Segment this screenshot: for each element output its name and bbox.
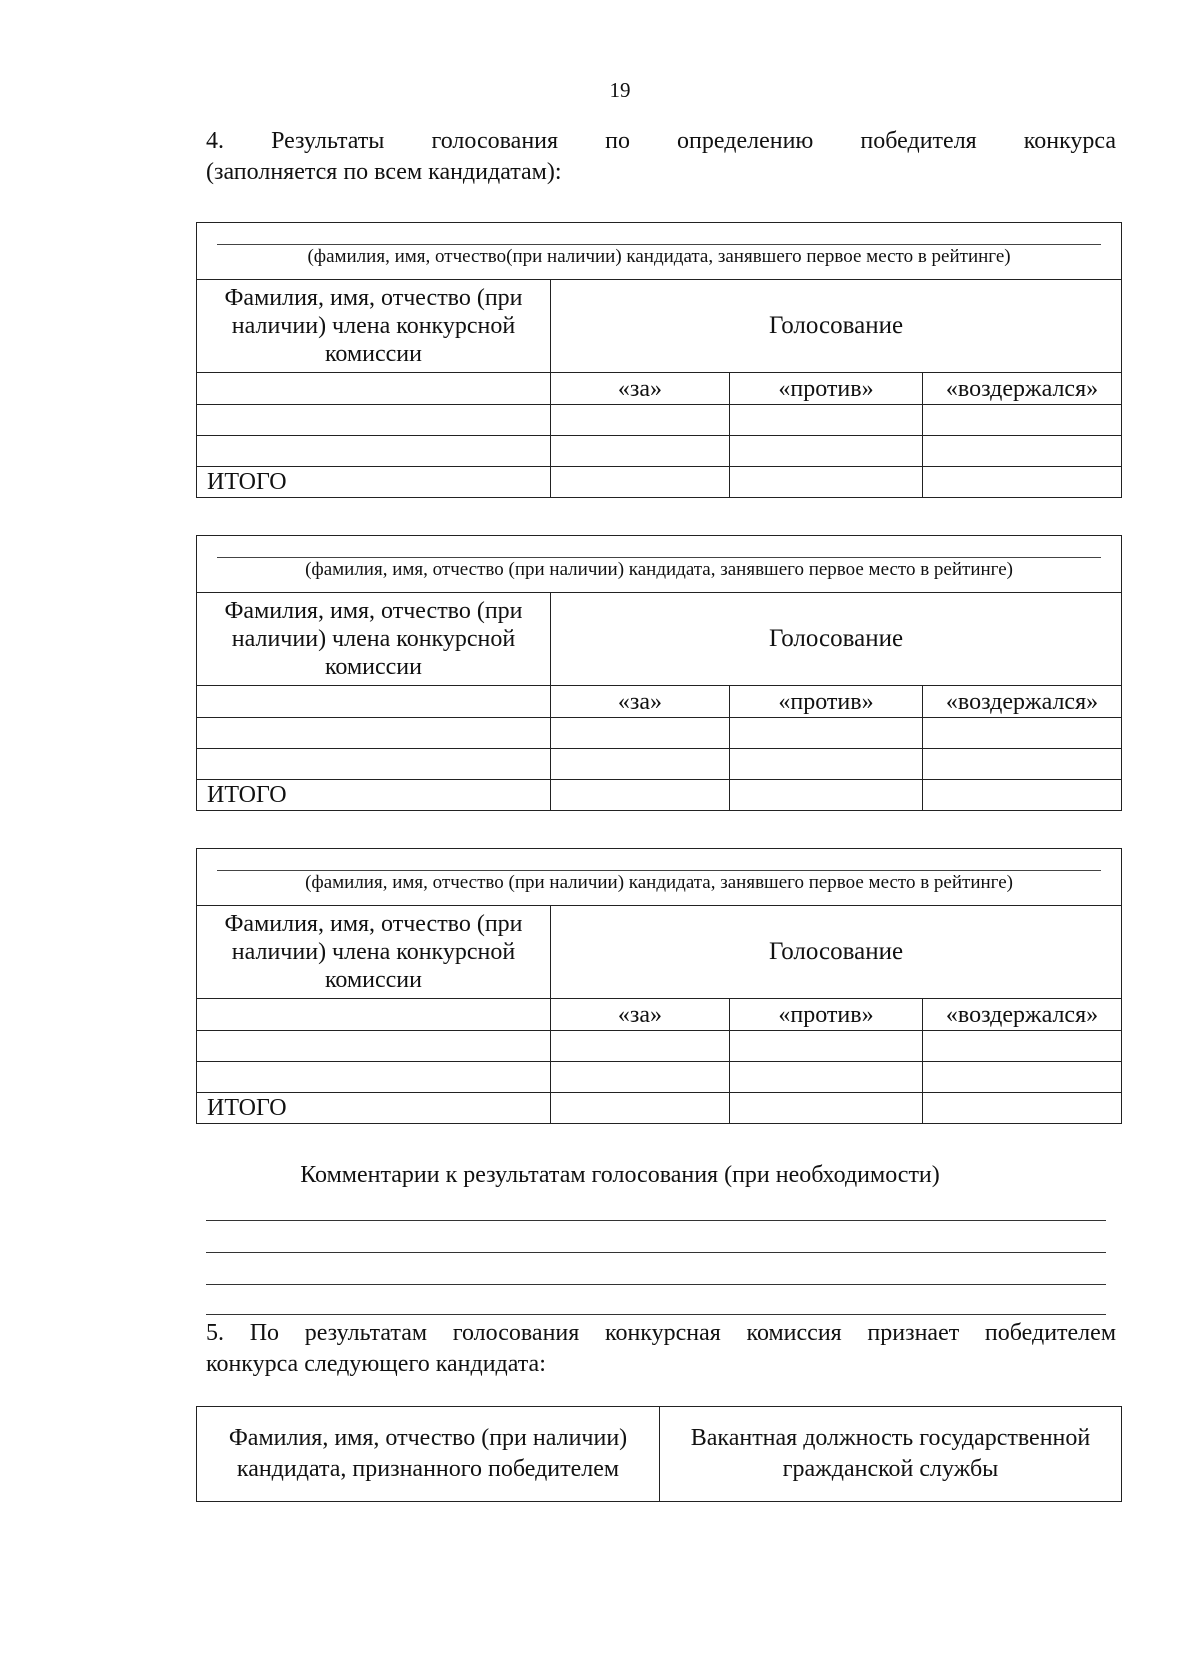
vote-table-2 bbox=[196, 535, 1122, 811]
member-cell[interactable] bbox=[197, 405, 551, 436]
for-cell[interactable] bbox=[551, 718, 730, 749]
candidate-caption: (фамилия, имя, отчество (при наличии) кандидата, занявшего первое место в рейтинге) bbox=[305, 872, 1013, 893]
abstained-cell[interactable] bbox=[923, 1062, 1122, 1093]
section-5-heading-line-2: конкурса следующего кандидата: bbox=[206, 1351, 546, 1377]
member-cell[interactable] bbox=[197, 436, 551, 467]
member-cell[interactable] bbox=[197, 1031, 551, 1062]
total-abstained-cell[interactable] bbox=[923, 1093, 1122, 1124]
total-against-cell[interactable] bbox=[730, 1093, 923, 1124]
vote-header: Голосование bbox=[551, 906, 1122, 999]
section-4-heading bbox=[206, 126, 1116, 188]
total-against-cell[interactable] bbox=[730, 780, 923, 811]
comments-title: Комментарии к результатам голосования (при необходимости) bbox=[300, 1162, 940, 1188]
candidate-caption: (фамилия, имя, отчество (при наличии) кандидата, занявшего первое место в рейтинге) bbox=[305, 559, 1013, 580]
member-subheader-cell bbox=[197, 686, 551, 718]
for-header: «за» bbox=[551, 999, 730, 1031]
for-header: «за» bbox=[551, 373, 730, 405]
total-abstained-cell[interactable] bbox=[923, 467, 1122, 498]
candidate-name-line bbox=[217, 870, 1101, 871]
table-row bbox=[197, 1062, 1122, 1093]
total-label: ИТОГО bbox=[197, 780, 551, 811]
candidate-name-field[interactable] bbox=[197, 223, 1122, 280]
comment-line-1[interactable] bbox=[206, 1220, 1106, 1221]
section-5-heading bbox=[206, 1318, 1116, 1380]
member-header: Фамилия, имя, отчество (при наличии) члена конкурсной комиссии bbox=[197, 280, 551, 373]
vacant-position-header: Вакантная должность государственной гражданской службы bbox=[660, 1407, 1122, 1502]
section-5-heading-line-1: 5. По результатам голосования конкурсная комиссия признает победителем bbox=[206, 1320, 1116, 1346]
against-header: «против» bbox=[730, 373, 923, 405]
vote-header: Голосование bbox=[551, 280, 1122, 373]
candidate-name-field[interactable] bbox=[197, 849, 1122, 906]
vote-table-3 bbox=[196, 848, 1122, 1124]
total-abstained-cell[interactable] bbox=[923, 780, 1122, 811]
for-cell[interactable] bbox=[551, 436, 730, 467]
against-cell[interactable] bbox=[730, 1062, 923, 1093]
against-cell[interactable] bbox=[730, 405, 923, 436]
vote-table-1 bbox=[196, 222, 1122, 498]
member-header: Фамилия, имя, отчество (при наличии) члена конкурсной комиссии bbox=[197, 906, 551, 999]
table-row bbox=[197, 405, 1122, 436]
vote-header: Голосование bbox=[551, 593, 1122, 686]
abstained-header: «воздержался» bbox=[923, 373, 1122, 405]
table-row bbox=[197, 749, 1122, 780]
abstained-cell[interactable] bbox=[923, 749, 1122, 780]
abstained-header: «воздержался» bbox=[923, 686, 1122, 718]
against-cell[interactable] bbox=[730, 436, 923, 467]
table-row bbox=[197, 718, 1122, 749]
abstained-cell[interactable] bbox=[923, 405, 1122, 436]
winner-table bbox=[196, 1406, 1122, 1502]
candidate-caption: (фамилия, имя, отчество(при наличии) кандидата, занявшего первое место в рейтинге) bbox=[307, 246, 1011, 267]
section-4-heading-line-2: (заполняется по всем кандидатам): bbox=[206, 159, 562, 185]
abstained-header: «воздержался» bbox=[923, 999, 1122, 1031]
comment-line-4[interactable] bbox=[206, 1314, 1106, 1315]
member-cell[interactable] bbox=[197, 1062, 551, 1093]
for-cell[interactable] bbox=[551, 749, 730, 780]
for-header: «за» bbox=[551, 686, 730, 718]
total-against-cell[interactable] bbox=[730, 467, 923, 498]
total-for-cell[interactable] bbox=[551, 1093, 730, 1124]
against-cell[interactable] bbox=[730, 718, 923, 749]
total-for-cell[interactable] bbox=[551, 780, 730, 811]
total-label: ИТОГО bbox=[197, 467, 551, 498]
page-number: 19 bbox=[609, 78, 631, 102]
against-header: «против» bbox=[730, 999, 923, 1031]
comment-line-3[interactable] bbox=[206, 1284, 1106, 1285]
comment-line-2[interactable] bbox=[206, 1252, 1106, 1253]
for-cell[interactable] bbox=[551, 1062, 730, 1093]
abstained-cell[interactable] bbox=[923, 436, 1122, 467]
member-subheader-cell bbox=[197, 373, 551, 405]
for-cell[interactable] bbox=[551, 405, 730, 436]
member-subheader-cell bbox=[197, 999, 551, 1031]
against-header: «против» bbox=[730, 686, 923, 718]
winner-name-header: Фамилия, имя, отчество (при наличии) кандидата, признанного победителем bbox=[197, 1407, 660, 1502]
table-row bbox=[197, 1031, 1122, 1062]
candidate-name-line bbox=[217, 557, 1101, 558]
against-cell[interactable] bbox=[730, 1031, 923, 1062]
member-header: Фамилия, имя, отчество (при наличии) члена конкурсной комиссии bbox=[197, 593, 551, 686]
total-for-cell[interactable] bbox=[551, 467, 730, 498]
against-cell[interactable] bbox=[730, 749, 923, 780]
for-cell[interactable] bbox=[551, 1031, 730, 1062]
candidate-name-field[interactable] bbox=[197, 536, 1122, 593]
total-label: ИТОГО bbox=[197, 1093, 551, 1124]
section-4-heading-line-1: 4. Результаты голосования по определению победителя конкурса bbox=[206, 128, 1116, 154]
candidate-name-line bbox=[217, 244, 1101, 245]
abstained-cell[interactable] bbox=[923, 718, 1122, 749]
member-cell[interactable] bbox=[197, 718, 551, 749]
member-cell[interactable] bbox=[197, 749, 551, 780]
table-row bbox=[197, 436, 1122, 467]
abstained-cell[interactable] bbox=[923, 1031, 1122, 1062]
